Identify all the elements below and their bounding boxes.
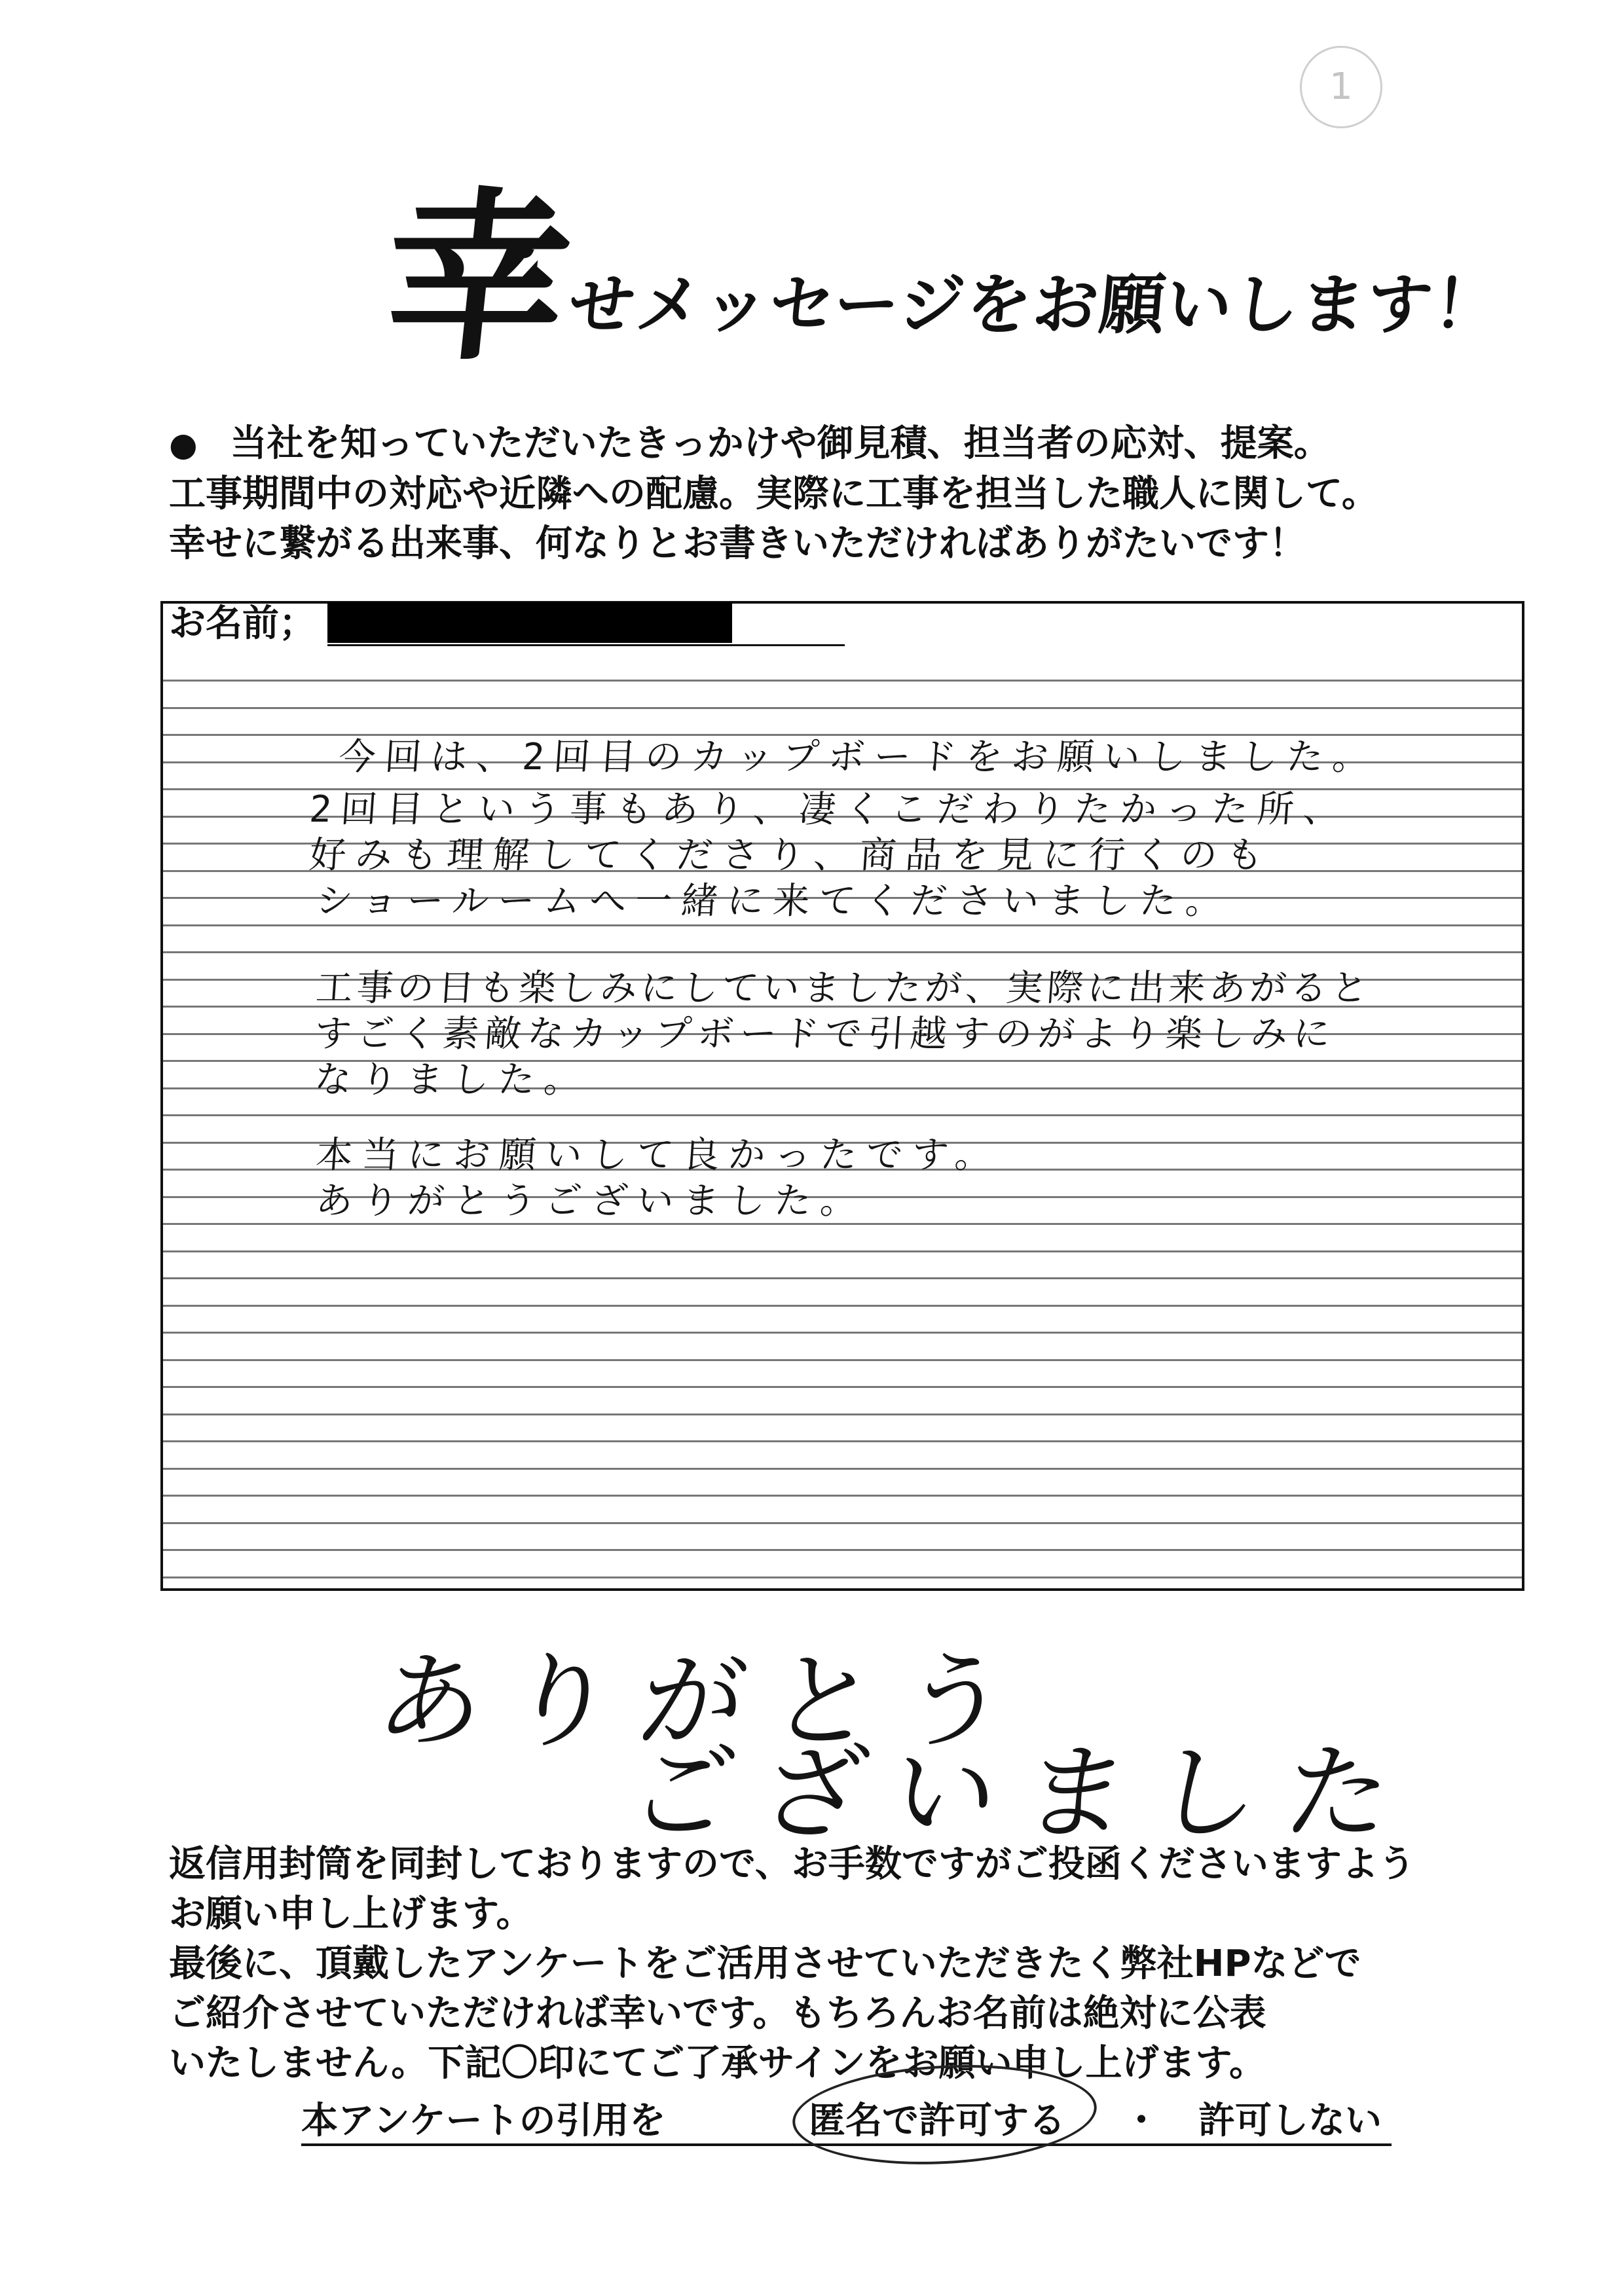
- message-line: 2回目という事もあり、凄くこだわりたかった所、: [308, 788, 1351, 831]
- closing-line: 最後に、頂戴したアンケートをご活用させていただきたく弊社HPなどで: [169, 1942, 1361, 1985]
- message-line: 好みも理解してくださり、商品を見に行くのも: [308, 834, 1274, 877]
- intro-line-text: 当社を知っていただいたきっかけや御見積、担当者の応対、提案。: [230, 422, 1331, 465]
- intro-line: 幸せに繋がる出来事、何なりとお書きいただければありがたいです！: [169, 522, 1306, 565]
- ruled-line: [163, 951, 1522, 953]
- ruled-line: [163, 1359, 1522, 1361]
- message-line: 本当にお願いして良かったです。: [314, 1134, 1003, 1176]
- message-line: 今回は、2回目のカップボードをお願いしました。: [337, 736, 1380, 778]
- message-line: なりました。: [313, 1059, 591, 1101]
- page-number-mark: 1: [1300, 46, 1382, 128]
- ruled-line: [163, 680, 1522, 682]
- message-line: ショールームへ一緒に来てくださいました。: [314, 880, 1233, 922]
- ruled-line: [163, 1440, 1522, 1442]
- ruled-line: [163, 707, 1522, 709]
- bullet-icon: ●: [169, 426, 198, 464]
- ruled-line: [163, 1277, 1522, 1279]
- page-title: せメッセージをお願いします！: [566, 266, 1504, 343]
- intro-text: [169, 419, 1378, 569]
- ruled-line: [163, 1250, 1522, 1252]
- ruled-line: [163, 1332, 1522, 1334]
- ruled-line: [163, 1468, 1522, 1470]
- name-redaction: [327, 602, 732, 643]
- title-kanji: 幸: [375, 170, 581, 386]
- ruled-line: [163, 1413, 1522, 1415]
- thanks-line-2: ございました: [621, 1732, 1426, 1854]
- name-label: お名前；: [169, 602, 316, 645]
- closing-text: [169, 1840, 1415, 2088]
- permission-prompt: 本アンケートの引用を: [301, 2100, 666, 2142]
- ruled-line: [163, 1522, 1522, 1524]
- ruled-line: [163, 1305, 1522, 1307]
- intro-line: 工事期間中の対応や近隣への配慮。実際に工事を担当した職人に関して。: [169, 473, 1378, 515]
- closing-line: お願い申し上げます。: [169, 1893, 533, 1935]
- thanks-line-1: ありがとう: [369, 1640, 1043, 1762]
- name-underline: [327, 644, 845, 646]
- message-line: 工事の日も楽しみにしていましたが、実際に出来あがると: [314, 967, 1373, 1010]
- closing-line: ご紹介させていただければ幸いです。もちろんお名前は絶対に公表: [169, 1992, 1266, 2035]
- ruled-line: [163, 1576, 1522, 1578]
- ruled-line: [163, 1549, 1522, 1551]
- permission-anonymous-option[interactable]: 匿名で許可する: [809, 2100, 1065, 2142]
- intro-line: [169, 419, 1378, 469]
- message-line: ありがとうございました。: [314, 1180, 868, 1222]
- message-line: すごく素敵なカップボードで引越すのがより楽しみに: [313, 1013, 1338, 1055]
- permission-deny-option[interactable]: 許可しない: [1198, 2100, 1382, 2142]
- permission-separator: ・: [1123, 2100, 1160, 2142]
- closing-line: いたしません。下記〇印にてご了承サインをお願い申し上げます。: [169, 2042, 1266, 2085]
- ruled-line: [163, 1114, 1522, 1116]
- ruled-line: [163, 924, 1522, 926]
- ruled-line: [163, 1386, 1522, 1388]
- closing-line: 返信用封筒を同封しておりますので、お手数ですがご投函くださいますよう: [169, 1843, 1415, 1886]
- ruled-line: [163, 1495, 1522, 1497]
